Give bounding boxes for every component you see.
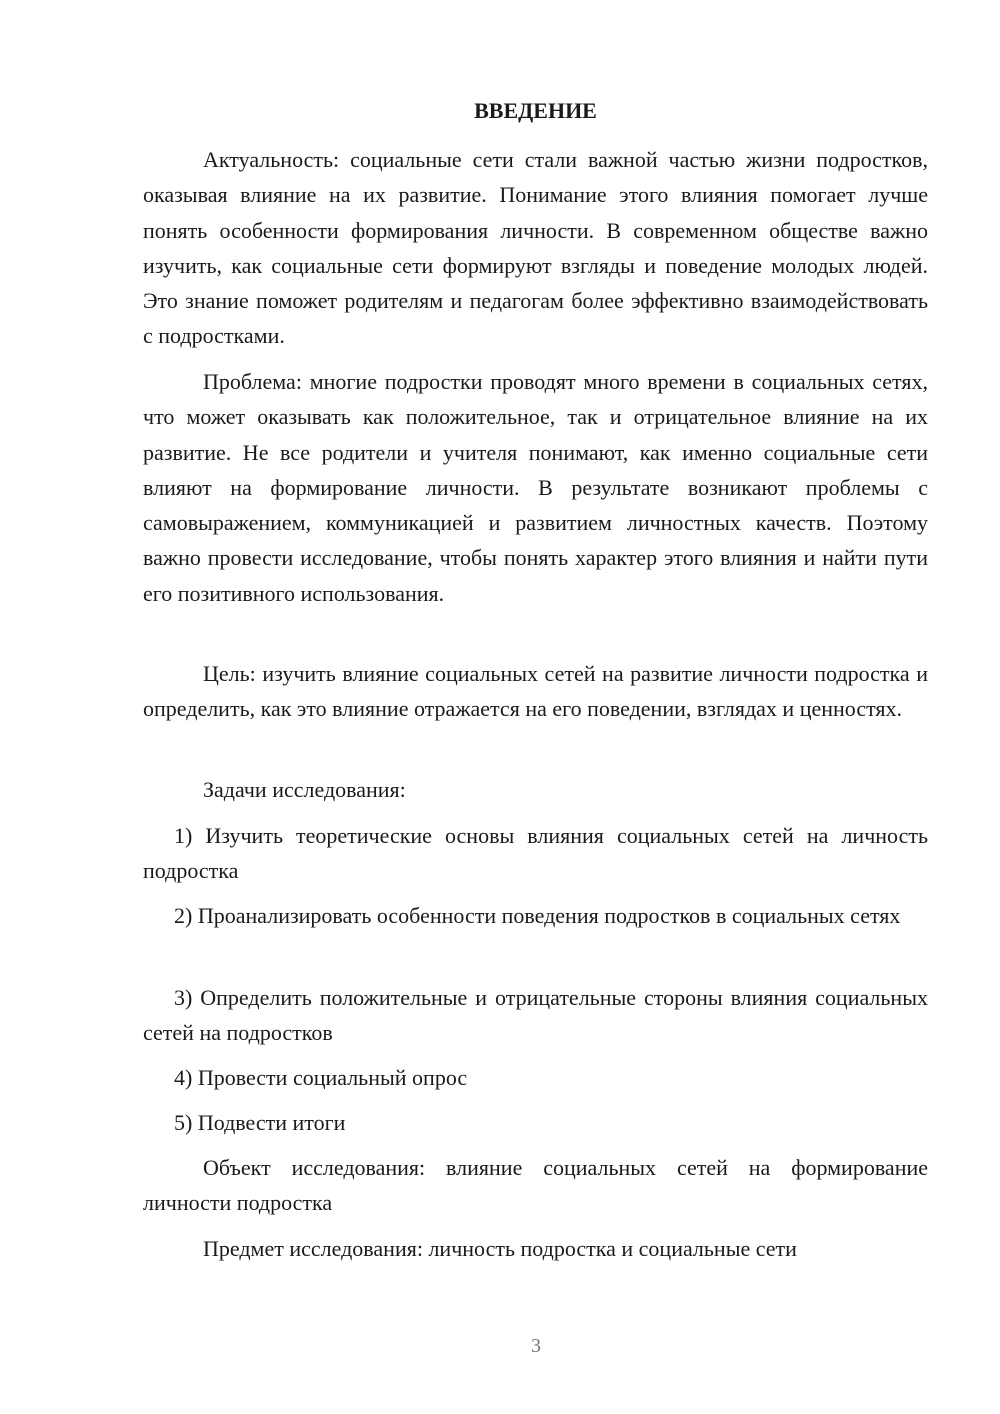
task-item-3: 3) Определить положительные и отрицательные стороны влияния социальных сетей на подростков xyxy=(143,985,928,1046)
task-item-5: 5) Подвести итоги xyxy=(174,1110,346,1135)
page-number: 3 xyxy=(531,1335,541,1357)
paragraph-relevance: Актуальность: социальные сети стали важной частью жизни подростков, оказывая влияние на их развитие. Понимание этого влияния помогает лучше понять особенности формирования личности. В современном обществе важно изучить, как социальные сети формируют взгляды и поведение молодых людей. Это знание поможет родителям и педагогам более эффективно взаимодействовать с подростками. xyxy=(143,147,928,349)
paragraph-subject: Предмет исследования: личность подростка и социальные сети xyxy=(203,1236,797,1261)
task-item-2: 2) Проанализировать особенности поведения подростков в социальных сетях xyxy=(174,903,901,928)
page-title: ВВЕДЕНИЕ xyxy=(474,98,597,123)
task-item-4: 4) Провести социальный опрос xyxy=(174,1065,468,1090)
task-item-1: 1) Изучить теоретические основы влияния социальных сетей на личность подростка xyxy=(143,823,928,884)
paragraph-problem: Проблема: многие подростки проводят много времени в социальных сетях, что может оказывать как положительное, так и отрицательное влияние на их развитие. Не все родители и учителя понимают, как именно социальные сети влияют на формирование личности. В результате возникают проблемы с самовыражением, коммуникацией и развитием личностных качеств. Поэтому важно провести исследование, чтобы понять характер этого влияния и найти пути его позитивного использования. xyxy=(143,369,928,606)
tasks-title: Задачи исследования: xyxy=(203,777,406,802)
paragraph-object: Объект исследования: влияние социальных сетей на формирование личности подростка xyxy=(143,1155,928,1216)
paragraph-goal: Цель: изучить влияние социальных сетей на развитие личности подростка и определить, как это влияние отражается на его поведении, взглядах и ценностях. xyxy=(143,661,928,722)
